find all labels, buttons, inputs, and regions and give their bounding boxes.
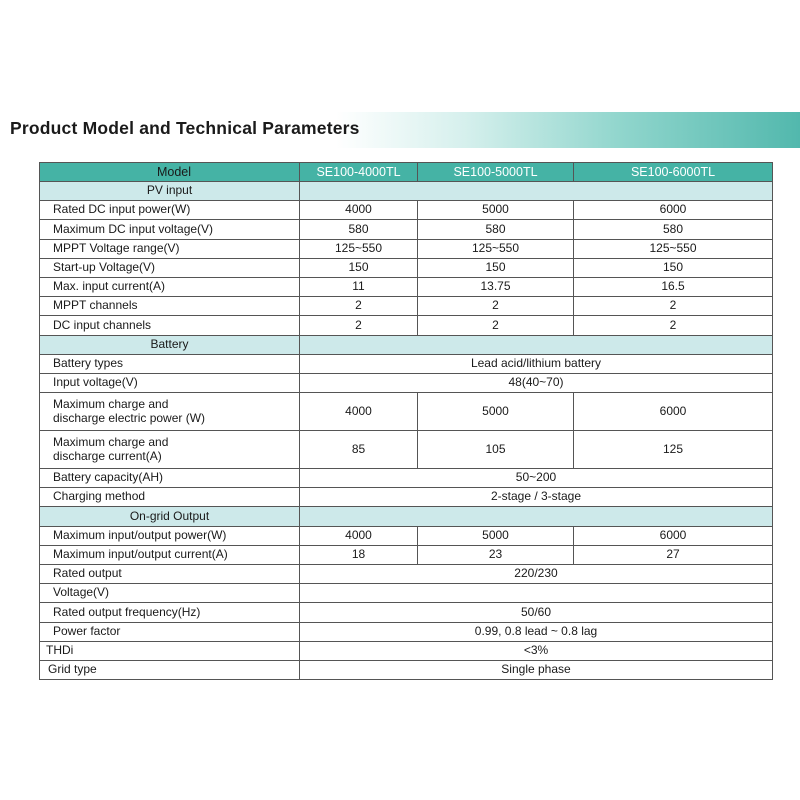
cell-value-merged: Single phase (300, 660, 773, 679)
row-label: Maximum input/output current(A) (40, 545, 300, 564)
cell-value: 2 (574, 297, 773, 316)
section-fill (300, 182, 773, 201)
table-row (40, 660, 773, 679)
model-header-label: Model (40, 163, 300, 182)
spec-table (39, 162, 773, 680)
cell-value: 125~550 (418, 239, 574, 258)
row-label: Grid type (40, 660, 300, 679)
row-label: Rated output (40, 565, 300, 584)
row-label: Charging method (40, 488, 300, 507)
cell-value: 6000 (574, 201, 773, 220)
cell-value: 4000 (300, 393, 418, 431)
cell-value: 85 (300, 431, 418, 469)
table-row (40, 488, 773, 507)
cell-value: 2 (300, 297, 418, 316)
section-title: PV input (40, 182, 300, 201)
row-label: Rated output frequency(Hz) (40, 603, 300, 622)
section-fill (300, 335, 773, 354)
row-label: MPPT channels (40, 297, 300, 316)
table-row (40, 565, 773, 584)
cell-value: 11 (300, 277, 418, 296)
row-label: Rated DC input power(W) (40, 201, 300, 220)
model-header-cell: SE100-4000TL (300, 163, 418, 182)
cell-value: 580 (300, 220, 418, 239)
cell-value-merged: 0.99, 0.8 lead ~ 0.8 lag (300, 622, 773, 641)
table-row (40, 584, 773, 603)
row-label (40, 393, 300, 431)
cell-value-merged: 50~200 (300, 469, 773, 488)
row-label: Maximum DC input voltage(V) (40, 220, 300, 239)
cell-value: 150 (300, 258, 418, 277)
table-header-row (40, 163, 773, 182)
row-label: Maximum input/output power(W) (40, 526, 300, 545)
row-label: Voltage(V) (40, 584, 300, 603)
cell-value-merged: Lead acid/lithium battery (300, 354, 773, 373)
table-row (40, 297, 773, 316)
cell-value: 150 (574, 258, 773, 277)
table-row (40, 603, 773, 622)
cell-value: 105 (418, 431, 574, 469)
table-row (40, 258, 773, 277)
cell-value: 16.5 (574, 277, 773, 296)
row-label: Battery capacity(AH) (40, 469, 300, 488)
table-row (40, 526, 773, 545)
table-row (40, 641, 773, 660)
table-row (40, 622, 773, 641)
cell-value: 2 (300, 316, 418, 335)
cell-value: 2 (418, 297, 574, 316)
cell-value-merged-empty (300, 584, 773, 603)
row-label: Power factor (40, 622, 300, 641)
row-label: THDi (40, 641, 300, 660)
cell-value-merged: 50/60 (300, 603, 773, 622)
cell-value: 150 (418, 258, 574, 277)
cell-value: 6000 (574, 393, 773, 431)
table-row (40, 220, 773, 239)
cell-value: 580 (574, 220, 773, 239)
cell-value: 4000 (300, 526, 418, 545)
model-header-cell: SE100-6000TL (574, 163, 773, 182)
section-title: Battery (40, 335, 300, 354)
table-row (40, 316, 773, 335)
table-row (40, 469, 773, 488)
cell-value: 6000 (574, 526, 773, 545)
section-title: On-grid Output (40, 507, 300, 526)
cell-value: 23 (418, 545, 574, 564)
cell-value-merged: 2-stage / 3-stage (300, 488, 773, 507)
cell-value: 125~550 (300, 239, 418, 258)
table-row (40, 373, 773, 392)
section-fill (300, 507, 773, 526)
page-title: Product Model and Technical Parameters (10, 118, 360, 138)
table-row (40, 354, 773, 373)
cell-value: 2 (418, 316, 574, 335)
cell-value: 4000 (300, 201, 418, 220)
row-label: Start-up Voltage(V) (40, 258, 300, 277)
table-row (40, 201, 773, 220)
row-label: DC input channels (40, 316, 300, 335)
cell-value-merged: 220/230 (300, 565, 773, 584)
row-label (40, 431, 300, 469)
model-header-cell: SE100-5000TL (418, 163, 574, 182)
section-row-battery (40, 335, 773, 354)
row-label: Battery types (40, 354, 300, 373)
table-row (40, 545, 773, 564)
table-row (40, 393, 773, 431)
cell-value: 5000 (418, 201, 574, 220)
cell-value: 2 (574, 316, 773, 335)
row-label: MPPT Voltage range(V) (40, 239, 300, 258)
cell-value: 13.75 (418, 277, 574, 296)
cell-value-merged: 48(40~70) (300, 373, 773, 392)
row-label-line: discharge electric power (W) (53, 410, 206, 425)
row-label-line: Maximum charge and (53, 396, 169, 411)
cell-value: 5000 (418, 526, 574, 545)
cell-value: 125~550 (574, 239, 773, 258)
cell-value: 27 (574, 545, 773, 564)
row-label-line: Maximum charge and (53, 434, 169, 449)
cell-value-merged: <3% (300, 641, 773, 660)
row-label: Max. input current(A) (40, 277, 300, 296)
cell-value: 580 (418, 220, 574, 239)
row-label: Input voltage(V) (40, 373, 300, 392)
table-row (40, 277, 773, 296)
section-row-on-grid-output (40, 507, 773, 526)
table-row (40, 431, 773, 469)
section-row-pv-input (40, 182, 773, 201)
cell-value: 125 (574, 431, 773, 469)
cell-value: 5000 (418, 393, 574, 431)
cell-value: 18 (300, 545, 418, 564)
row-label-line: discharge current(A) (53, 448, 162, 463)
table-row (40, 239, 773, 258)
